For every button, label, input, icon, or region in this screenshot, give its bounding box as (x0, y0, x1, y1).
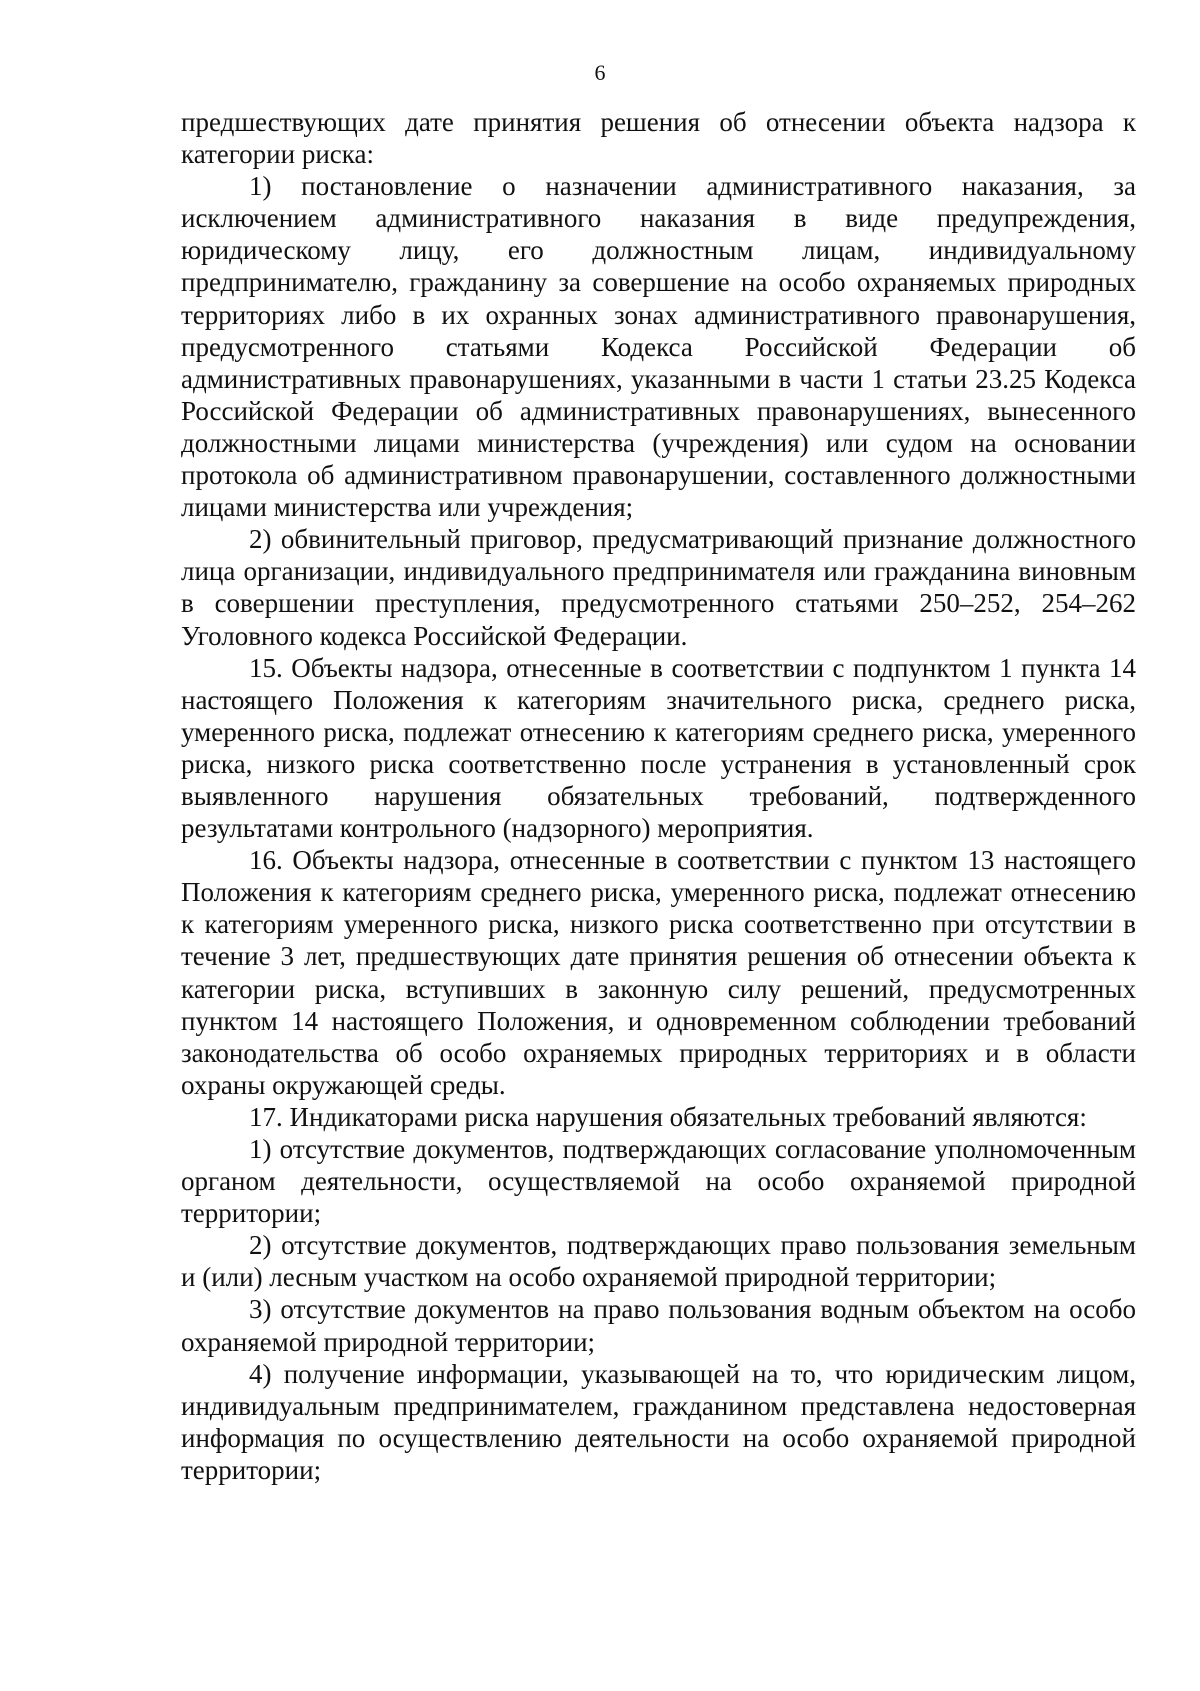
paragraph-indicator-3: 3) отсутствие документов на право пользования водным объектом на особо охраняемой природной территории; (181, 1294, 1136, 1357)
paragraph-item-1-resolution: 1) постановление о назначении административного наказания, за исключением административного наказания в виде предупреждения, юридическому лицу, его должностным лицам, индивидуальному предпринимателю, гражданину за совершение на особо охраняемых природных территориях либо в их охранных зонах административного правонарушения, предусмотренного статьями Кодекса Российской Федерации об административных правонарушениях, указанными в части 1 статьи 23.25 Кодекса Российской Федерации об административных правонарушениях, вынесенного должностными лицами министерства (учреждения) или судом на основании протокола об административном правонарушении, составленного должностными лицами министерства или учреждения; (181, 171, 1136, 523)
paragraph-clause-16: 16. Объекты надзора, отнесенные в соответствии с пунктом 13 настоящего Положения к категориям среднего риска, умеренного риска, подлежат отнесению к категориям умеренного риска, низкого риска соответственно при отсутствии в течение 3 лет, предшествующих дате принятия решения об отнесении объекта к категории риска, вступивших в законную силу решений, предусмотренных пунктом 14 настоящего Положения, и одновременном соблюдении требований законодательства об особо охраняемых природных территориях и в области охраны окружающей среды. (181, 845, 1136, 1100)
page-number: 6 (594, 60, 606, 85)
paragraph-clause-17: 17. Индикаторами риска нарушения обязательных требований являются: (249, 1101, 1087, 1132)
document-body (181, 106, 1136, 1486)
paragraph-indicator-1: 1) отсутствие документов, подтверждающих согласование уполномоченным органом деятельности, осуществляемой на особо охраняемой природной территории; (181, 1134, 1136, 1229)
paragraph-item-2-verdict: 2) обвинительный приговор, предусматривающий признание должностного лица организации, индивидуального предпринимателя или гражданина виновным в совершении преступления, предусмотренного статьями 250–252, 254–262 Уголовного кодекса Российской Федерации. (181, 524, 1136, 651)
paragraph-indicator-2: 2) отсутствие документов, подтверждающих право пользования земельным и (или) лесным участком на особо охраняемой природной территории; (181, 1230, 1136, 1293)
paragraph-clause-15: 15. Объекты надзора, отнесенные в соответствии с подпунктом 1 пункта 14 настоящего Положения к категориям значительного риска, среднего риска, умеренного риска, подлежат отнесению к категориям среднего риска, умеренного риска, низкого риска соответственно после устранения в установленный срок выявленного нарушения обязательных требований, подтвержденного результатами контрольного (надзорного) мероприятия. (181, 652, 1136, 844)
paragraph-indicator-4: 4) получение информации, указывающей на то, что юридическим лицом, индивидуальным предпринимателем, гражданином представлена недостоверная информация по осуществлению деятельности на особо охраняемой природной территории; (181, 1358, 1136, 1485)
paragraph-continuation: предшествующих дате принятия решения об отнесении объекта надзора к категории риска: (181, 107, 1136, 170)
